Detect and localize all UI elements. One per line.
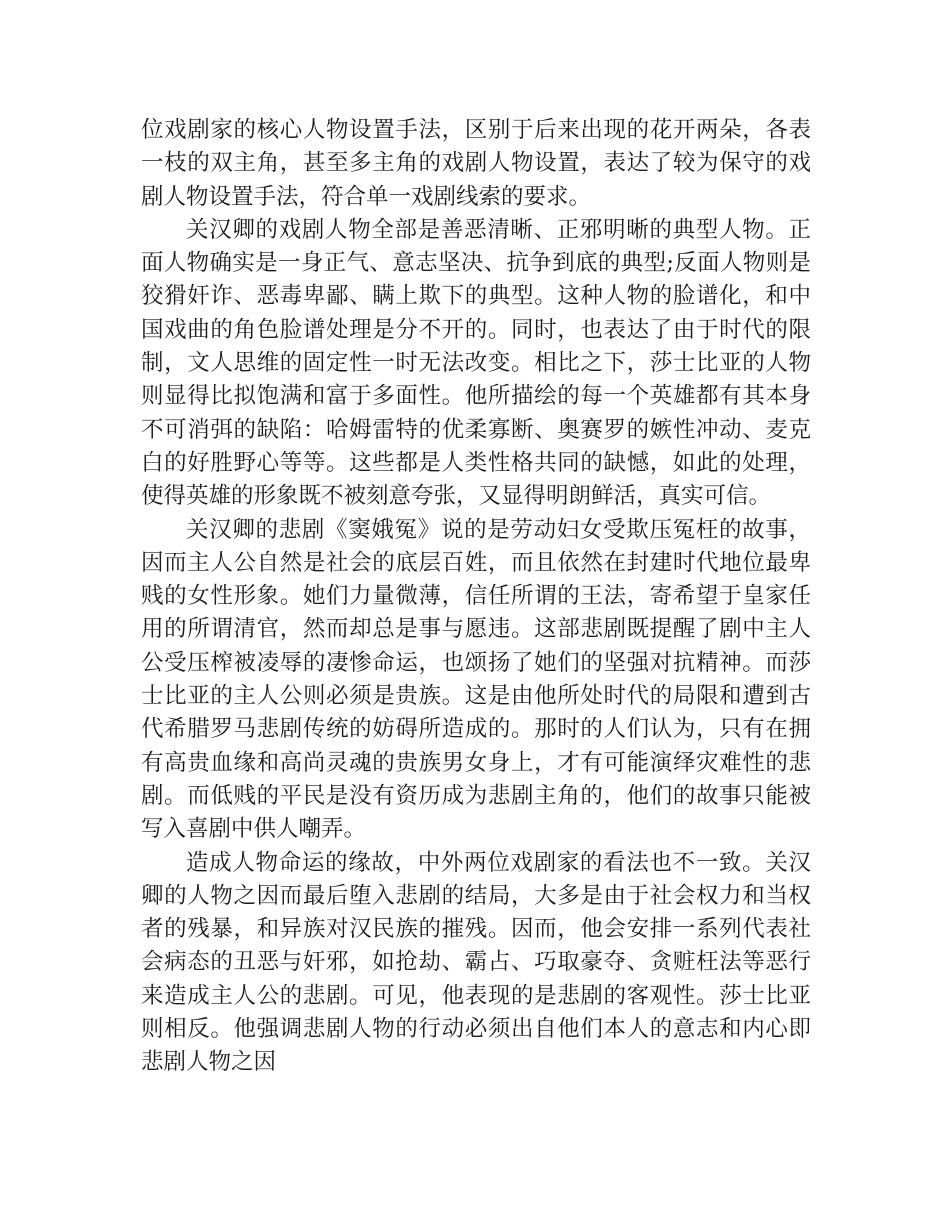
paragraph: 造成人物命运的缘故，中外两位戏剧家的看法也不一致。关汉卿的人物之因而最后堕入悲剧的结局，大多是由于社会权力和当权者的残暴，和异族对汉民族的摧残。因而，他会安排一系列代表社会病态的丑恶与奸邪，如抢劫、霸占、巧取豪夺、贪赃枉法等恶行来造成主人公的悲剧。可见，他表现的是悲剧的客观性。莎士比亚则相反。他强调悲剧人物的行动必须出自他们本人的意志和内心即悲剧人物之因 bbox=[141, 849, 811, 1076]
paragraph: 位戏剧家的核心人物设置手法，区别于后来出现的花开两朵，各表一枝的双主角，甚至多主角的戏剧人物设置，表达了较为保守的戏剧人物设置手法，符合单一戏剧线索的要求。 bbox=[141, 117, 811, 210]
document-page bbox=[141, 114, 811, 1080]
paragraph: 关汉卿的戏剧人物全部是善恶清晰、正邪明晰的典型人物。正面人物确实是一身正气、意志坚决、抗争到底的典型;反面人物则是狡猾奸诈、恶毒卑鄙、瞒上欺下的典型。这种人物的脸谱化，和中国戏曲的角色脸谱处理是分不开的。同时，也表达了由于时代的限制，文人思维的固定性一时无法改变。相比之下，莎士比亚的人物则显得比拟饱满和富于多面性。他所描绘的每一个英雄都有其本身不可消弭的缺陷：哈姆雷特的优柔寡断、奥赛罗的嫉性冲动、麦克白的好胜野心等等。这些都是人类性格共同的缺憾，如此的处理，使得英雄的形象既不被刻意夸张，又显得明朗鲜活，真实可信。 bbox=[141, 216, 811, 510]
paragraph: 关汉卿的悲剧《窦娥冤》说的是劳动妇女受欺压冤枉的故事，因而主人公自然是社会的底层百姓，而且依然在封建时代地位最卑贱的女性形象。她们力量微薄，信任所谓的王法，寄希望于皇家任用的所谓清官，然而却总是事与愿违。这部悲剧既提醒了剧中主人公受压榨被凌辱的凄惨命运，也颂扬了她们的坚强对抗精神。而莎士比亚的主人公则必须是贵族。这是由他所处时代的局限和遭到古代希腊罗马悲剧传统的妨碍所造成的。那时的人们认为，只有在拥有高贵血缘和高尚灵魂的贵族男女身上，才有可能演绎灾难性的悲剧。而低贱的平民是没有资历成为悲剧主角的，他们的故事只能被写入喜剧中供人嘲弄。 bbox=[141, 516, 811, 843]
